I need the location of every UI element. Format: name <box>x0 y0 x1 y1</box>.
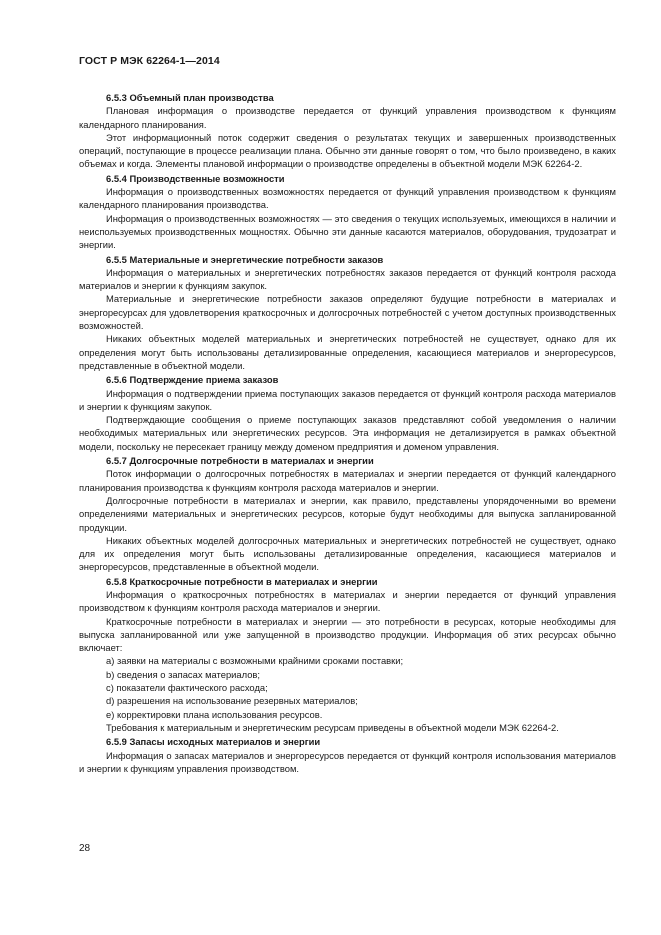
document-header: ГОСТ Р МЭК 62264-1—2014 <box>79 55 220 67</box>
list-item: b) сведения о запасах материалов; <box>106 668 261 680</box>
paragraph: Плановая информация о производстве передается от функций управления производством к функциям календарного планирования. <box>79 105 616 130</box>
paragraph: Долгосрочные потребности в материалах и энергии, как правило, представлены упорядоченными во времени определениями материальных и энергетических ресурсов, которые будут необходимы для выпуска запланированной продукции. <box>79 494 616 533</box>
paragraph: Поток информации о долгосрочных потребностях в материалах и энергии передается от функций календарного планирования производства к функциям контроля расхода материалов и энергии. <box>79 468 616 493</box>
paragraph: Информация о краткосрочных потребностях в материалах и энергии передается от функций управления производством к функциям контроля расхода материалов и энергии. <box>79 588 616 614</box>
section-heading: 6.5.6 Подтверждение приема заказов <box>106 374 279 386</box>
paragraph: Материальные и энергетические потребности заказов определяют будущие потребности в материалах и энергоресурсах для удовлетворения краткосрочных и долгосрочных потребностей с учетом доступных производственных возможностей. <box>79 293 616 332</box>
paragraph: Требования к материальным и энергетическим ресурсам приведены в объектной модели МЭК 62264-2. <box>106 721 559 733</box>
section-heading: 6.5.4 Производственные возможности <box>106 172 285 184</box>
list-item: c) показатели фактического расхода; <box>106 682 268 694</box>
paragraph: Этот информационный поток содержит сведения о результатах текущих и завершенных производственных операций, поступающие в процессе реализации плана. Обычно эти данные говорят о том, что было произведено, в каких объемах и когда. Элементы плановой информации о производстве определены в объектной модели МЭК 62264-2. <box>79 131 616 170</box>
paragraph: Информация о запасах материалов и энергоресурсов передается от функций контроля использования материалов и энергии к функциям управления производством. <box>79 749 616 774</box>
paragraph: Информация о подтверждении приема поступающих заказов передается от функций контроля расхода материалов и энергии к функциям закупок. <box>79 387 616 412</box>
paragraph: Информация о производственных возможностях — это сведения о текущих используемых, имеющихся в наличии и неиспользуемых производственных мощностях. Обычно эти данные касаются материалов, оборудования, трудозатрат и энергии. <box>79 212 616 251</box>
section-heading: 6.5.3 Объемный план производства <box>106 92 274 103</box>
paragraph: Информация о производственных возможностях передается от функций управления производством к функциям календарного планирования производства. <box>79 186 616 211</box>
document-body <box>79 90 616 775</box>
list-item: a) заявки на материалы с возможными крайними сроками поставки; <box>106 655 404 667</box>
paragraph: Никаких объектных моделей материальных и энергетических потребностей не существует, однако для их определения могут быть использованы детализированные определения, касающиеся материалов и энергоресурсов, представленные в объектной модели. <box>79 333 616 371</box>
section-heading: 6.5.8 Краткосрочные потребности в материалах и энергии <box>106 575 378 587</box>
paragraph: Подтверждающие сообщения о приеме поступающих заказов представляют собой уведомления о наличии необходимых материальных или энергетических ресурсов. Эта информация не детализируется в рамках объектной модели, поскольку не пересекает границу между доменом предприятия и доменом управления. <box>79 414 616 452</box>
paragraph: Информация о материальных и энергетических потребностях заказов передается от функций контроля расхода материалов и энергии к функциям закупок. <box>79 266 616 292</box>
list-item: e) корректировки плана использования ресурсов. <box>106 708 323 720</box>
section-heading: 6.5.9 Запасы исходных материалов и энергии <box>106 736 321 748</box>
section-heading: 6.5.5 Материальные и энергетические потребности заказов <box>106 253 384 265</box>
section-heading: 6.5.7 Долгосрочные потребности в материалах и энергии <box>106 455 374 467</box>
paragraph: Никаких объектных моделей долгосрочных материальных и энергетических потребностей не существует, однако для их определения могут быть использованы детализированные определения, касающиеся материалов и энергоресурсов, представленные в объектной модели. <box>79 534 616 573</box>
paragraph: Краткосрочные потребности в материалах и энергии — это потребности в ресурсах, которые необходимы для выпуска запланированной или уже запущенной в производство продукции. Информация об этих ресурсах обычно включает: <box>79 615 616 654</box>
page-number: 28 <box>79 843 91 854</box>
list-item: d) разрешения на использование резервных материалов; <box>106 695 358 707</box>
